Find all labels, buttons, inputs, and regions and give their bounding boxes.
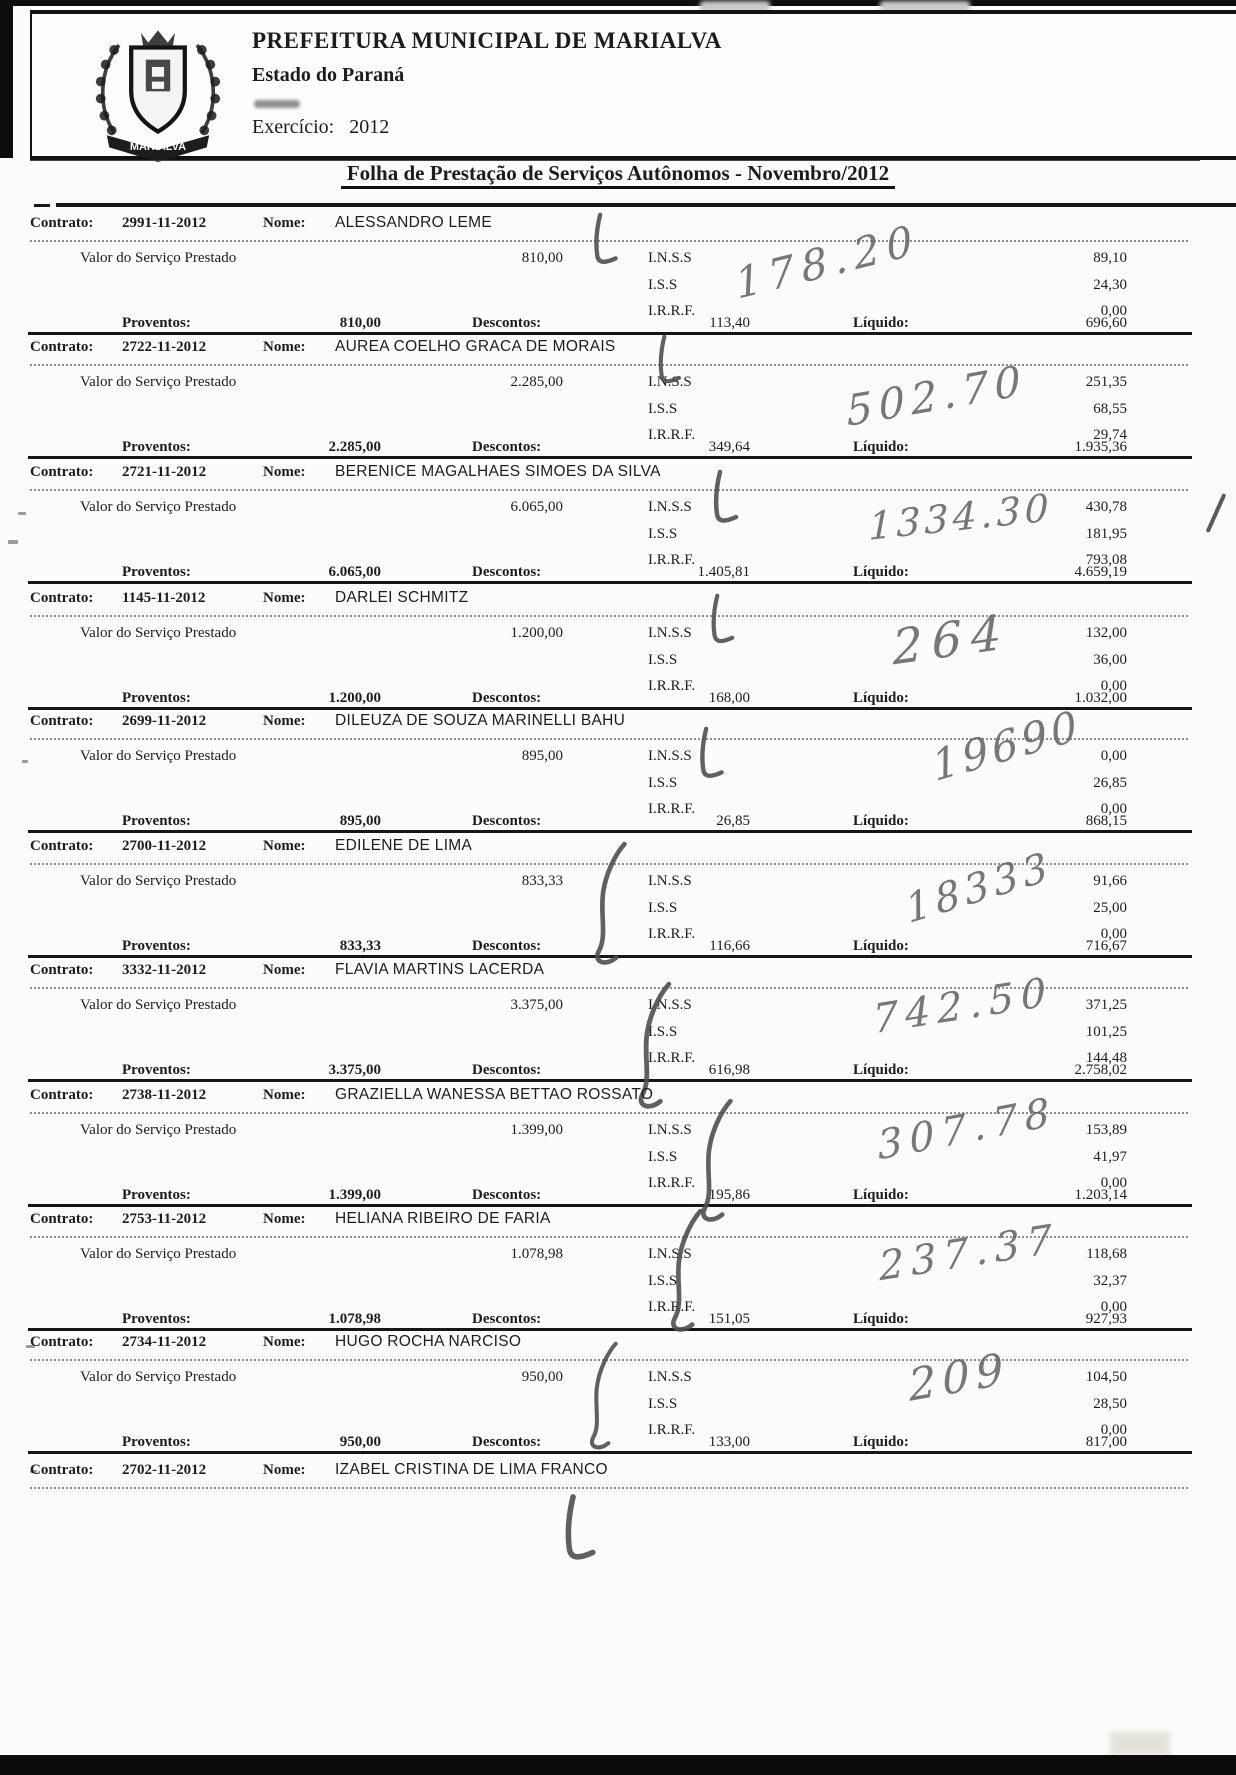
proventos-value: 895,00 [339,813,381,829]
service-value-label: Valor do Serviço Prestado [80,997,237,1013]
iss-label: I.S.S [648,1396,678,1412]
proventos-label: Proventos: [122,315,191,331]
service-value: 1.200,00 [510,625,563,641]
contractor-name: HUGO ROCHA NARCISO [335,1333,522,1350]
contractor-name: DARLEI SCHMITZ [335,589,469,606]
name-label: Nome: [263,1462,306,1478]
contract-number: 2721-11-2012 [122,464,207,480]
liquido-label: Líquido: [853,1062,909,1078]
descontos-value: 1.405,81 [697,564,750,580]
contract-block [0,1083,1236,1207]
contract-number: 2700-11-2012 [122,838,207,854]
name-label: Nome: [263,215,306,231]
irrf-value: 0,00 [1100,678,1127,694]
irrf-label: I.R.R.F. [648,552,696,568]
liquido-label: Líquido: [853,439,909,455]
iss-value: 181,95 [1085,526,1127,542]
proventos-value: 810,00 [339,315,381,331]
contract-block [0,586,1236,710]
divider-thick [28,830,1192,833]
descontos-label: Descontos: [472,1062,542,1078]
proventos-value: 1.078,98 [328,1311,381,1327]
proventos-value: 1.399,00 [328,1187,381,1203]
handwritten-stroke-mark [660,1209,712,1337]
descontos-value: 195,86 [708,1187,750,1203]
contract-number: 2699-11-2012 [122,713,207,729]
descontos-label: Descontos: [472,690,542,706]
title-rule-dash [34,204,50,207]
liquido-label: Líquido: [853,315,909,331]
irrf-label: I.R.R.F. [648,1175,696,1191]
proventos-label: Proventos: [122,1311,191,1327]
liquido-value: 716,67 [1085,938,1127,954]
service-value-label: Valor do Serviço Prestado [80,873,237,889]
descontos-label: Descontos: [472,1311,542,1327]
name-label: Nome: [263,713,306,729]
descontos-label: Descontos: [472,938,542,954]
service-value-label: Valor do Serviço Prestado [80,1369,237,1385]
liquido-label: Líquido: [853,938,909,954]
contractor-name: HELIANA RIBEIRO DE FARIA [335,1210,551,1227]
contract-label: Contrato: [30,339,94,355]
iss-label: I.S.S [648,775,678,791]
name-label: Nome: [263,590,306,606]
contract-block [0,1207,1236,1331]
letterhead-box [30,10,1236,160]
inss-value: 371,25 [1085,997,1127,1013]
irrf-value: 0,00 [1100,801,1127,817]
contract-label: Contrato: [30,1087,94,1103]
liquido-value: 1.203,14 [1074,1187,1127,1203]
service-value-label: Valor do Serviço Prestado [80,1122,237,1138]
contract-label: Contrato: [30,464,94,480]
contract-block [0,1330,1236,1454]
proventos-value: 950,00 [339,1434,381,1450]
contract-label: Contrato: [30,590,94,606]
contract-label: Contrato: [30,1211,94,1227]
contract-label: Contrato: [30,962,94,978]
inss-value: 0,00 [1100,748,1127,764]
inss-label: I.N.S.S [648,499,692,515]
exercise-year: 2012 [349,116,390,138]
contractor-name: ALESSANDRO LEME [335,214,492,231]
liquido-label: Líquido: [853,564,909,580]
service-value-label: Valor do Serviço Prestado [80,499,237,515]
irrf-label: I.R.R.F. [648,427,696,443]
liquido-value: 1.032,00 [1074,690,1127,706]
service-value-label: Valor do Serviço Prestado [80,1246,237,1262]
scan-artifact-left-strip [0,5,13,158]
irrf-value: 0,00 [1100,1175,1127,1191]
irrf-value: 144,48 [1085,1050,1127,1066]
handwritten-stroke-mark [583,842,637,970]
scan-artifact-corner-smudge [1110,1732,1170,1756]
irrf-label: I.R.R.F. [648,926,696,942]
iss-label: I.S.S [648,652,678,668]
contract-number: 2991-11-2012 [122,215,207,231]
contractor-name: BERENICE MAGALHAES SIMOES DA SILVA [335,463,661,480]
irrf-value: 0,00 [1100,926,1127,942]
contractor-name: EDILENE DE LIMA [335,837,473,854]
name-label: Nome: [263,1087,306,1103]
service-value-label: Valor do Serviço Prestado [80,625,237,641]
handwritten-annotation: 18333 [901,843,1057,933]
contractor-name: AUREA COELHO GRACA DE MORAIS [335,338,616,355]
iss-label: I.S.S [648,1273,678,1289]
irrf-label: I.R.R.F. [648,1050,696,1066]
proventos-value: 1.200,00 [328,690,381,706]
liquido-value: 2.758,02 [1074,1062,1127,1078]
handwritten-annotation: 264 [891,603,1012,677]
scan-artifact-smudge [254,100,300,108]
contract-block [0,335,1236,459]
contract-number: 2722-11-2012 [122,339,207,355]
name-label: Nome: [263,838,306,854]
title-rule [56,203,1236,207]
inss-label: I.N.S.S [648,748,692,764]
handwritten-check-mark [648,333,688,388]
irrf-value: 29,74 [1093,427,1127,443]
irrf-label: I.R.R.F. [648,801,696,817]
liquido-value: 868,15 [1085,813,1127,829]
iss-label: I.S.S [648,526,678,542]
handwritten-check-mark [688,725,732,783]
contractor-name: GRAZIELLA WANESSA BETTAO ROSSATO [335,1086,654,1103]
exercise-label: Exercício: [252,116,335,138]
iss-label: I.S.S [648,401,678,417]
handwritten-annotation: 178.20 [732,214,923,309]
name-label: Nome: [263,339,306,355]
contract-block [0,958,1236,1082]
name-label: Nome: [263,962,306,978]
organization-name: PREFEITURA MUNICIPAL DE MARIALVA [252,28,722,53]
state-name: Estado do Paraná [252,64,405,86]
descontos-label: Descontos: [472,315,542,331]
service-value-label: Valor do Serviço Prestado [80,748,237,764]
descontos-value: 116,66 [709,938,750,954]
handwritten-annotation: 502.70 [844,355,1029,436]
inss-value: 132,00 [1085,625,1127,641]
inss-value: 91,66 [1093,873,1127,889]
service-value: 6.065,00 [510,499,563,515]
proventos-label: Proventos: [122,564,191,580]
scan-artifact-top-bar [0,0,1236,6]
inss-label: I.N.S.S [648,625,692,641]
contract-label: Contrato: [30,838,94,854]
descontos-value: 26,85 [716,813,750,829]
inss-label: I.N.S.S [648,1246,692,1262]
contract-label: Contrato: [30,215,94,231]
iss-value: 32,37 [1093,1273,1127,1289]
inss-value: 153,89 [1085,1122,1127,1138]
service-value: 3.375,00 [510,997,563,1013]
inss-label: I.N.S.S [648,374,692,390]
proventos-label: Proventos: [122,938,191,954]
irrf-label: I.R.R.F. [648,1299,696,1315]
liquido-value: 1.935,36 [1074,439,1127,455]
irrf-label: I.R.R.F. [648,303,696,319]
iss-value: 101,25 [1085,1024,1127,1040]
contract-block [0,834,1236,958]
handwritten-check-mark [700,592,742,648]
proventos-label: Proventos: [122,1187,191,1203]
iss-value: 26,85 [1093,775,1127,791]
name-label: Nome: [263,1334,306,1350]
svg-text:MARIALVA: MARIALVA [129,140,187,153]
proventos-label: Proventos: [122,690,191,706]
iss-label: I.S.S [648,277,678,293]
descontos-label: Descontos: [472,439,542,455]
contract-number: 3332-11-2012 [122,962,207,978]
service-value: 1.078,98 [510,1246,563,1262]
divider-dotted [30,615,1188,617]
contract-block [0,460,1236,584]
descontos-label: Descontos: [472,1187,542,1203]
contract-number: 2753-11-2012 [122,1211,207,1227]
service-value: 833,33 [521,873,563,889]
iss-value: 68,55 [1093,401,1127,417]
handwritten-stroke-mark [578,1342,628,1454]
inss-label: I.N.S.S [648,1122,692,1138]
contractor-name: FLAVIA MARTINS LACERDA [335,961,545,978]
name-label: Nome: [263,464,306,480]
inss-value: 118,68 [1086,1246,1127,1262]
inss-value: 104,50 [1085,1369,1127,1385]
iss-label: I.S.S [648,900,678,916]
liquido-label: Líquido: [853,690,909,706]
contract-block [0,700,1236,833]
service-value: 895,00 [521,748,563,764]
contract-label: Contrato: [30,1462,94,1478]
descontos-label: Descontos: [472,564,542,580]
contract-number: 2734-11-2012 [122,1334,207,1350]
iss-label: I.S.S [648,1024,678,1040]
proventos-value: 2.285,00 [328,439,381,455]
iss-value: 36,00 [1093,652,1127,668]
proventos-value: 3.375,00 [328,1062,381,1078]
descontos-value: 168,00 [708,690,750,706]
service-value-label: Valor do Serviço Prestado [80,250,237,266]
handwritten-check-mark [702,468,746,528]
exercise-line [252,116,389,139]
service-value: 2.285,00 [510,374,563,390]
divider-dotted [30,1487,1188,1489]
descontos-label: Descontos: [472,813,542,829]
handwritten-annotation: 237.37 [877,1215,1061,1291]
iss-value: 24,30 [1093,277,1127,293]
handwritten-check-mark [583,211,625,269]
liquido-label: Líquido: [853,1311,909,1327]
inss-label: I.N.S.S [648,997,692,1013]
descontos-value: 616,98 [708,1062,750,1078]
irrf-label: I.R.R.F. [648,678,696,694]
liquido-value: 817,00 [1085,1434,1127,1450]
iss-label: I.S.S [648,1149,678,1165]
irrf-value: 0,00 [1100,303,1127,319]
proventos-label: Proventos: [122,1434,191,1450]
contract-block [0,1458,1236,1582]
irrf-value: 793,08 [1085,552,1127,568]
contractor-name: DILEUZA DE SOUZA MARINELLI BAHU [335,712,626,729]
irrf-label: I.R.R.F. [648,1422,696,1438]
contract-label: Contrato: [30,1334,94,1350]
service-value-label: Valor do Serviço Prestado [80,374,237,390]
contractor-name: IZABEL CRISTINA DE LIMA FRANCO [335,1461,608,1478]
descontos-value: 349,64 [708,439,750,455]
inss-label: I.N.S.S [648,250,692,266]
contract-number: 2702-11-2012 [122,1462,207,1478]
service-value: 950,00 [521,1369,563,1385]
liquido-value: 696,60 [1085,315,1127,331]
handwritten-annotation: 742.50 [871,968,1055,1044]
service-value: 1.399,00 [510,1122,563,1138]
iss-value: 41,97 [1093,1149,1127,1165]
descontos-value: 133,00 [708,1434,750,1450]
irrf-value: 0,00 [1100,1422,1127,1438]
proventos-value: 6.065,00 [328,564,381,580]
handwritten-check-mark [552,1492,604,1566]
liquido-value: 4.659,19 [1074,564,1127,580]
inss-label: I.N.S.S [648,873,692,889]
inss-value: 430,78 [1085,499,1127,515]
proventos-label: Proventos: [122,813,191,829]
proventos-label: Proventos: [122,439,191,455]
divider-thick [28,1079,1192,1082]
document-title: Folha de Prestação de Serviços Autônomos - Novembro/2012 [0,161,1236,186]
contract-number: 2738-11-2012 [122,1087,207,1103]
divider-thick [28,456,1192,459]
descontos-label: Descontos: [472,1434,542,1450]
iss-value: 28,50 [1093,1396,1127,1412]
liquido-label: Líquido: [853,1187,909,1203]
scan-artifact-bottom-bar [0,1755,1236,1775]
contract-number: 1145-11-2012 [122,590,206,606]
handwritten-annotation: 209 [906,1343,1011,1412]
descontos-value: 113,40 [709,315,750,331]
service-value: 810,00 [521,250,563,266]
handwritten-annotation: 307.78 [875,1088,1059,1170]
name-label: Nome: [263,1211,306,1227]
proventos-value: 833,33 [339,938,381,954]
municipal-coat-of-arms-logo [78,28,238,162]
handwritten-annotation: 19690 [928,700,1085,791]
proventos-label: Proventos: [122,1062,191,1078]
inss-value: 251,35 [1085,374,1127,390]
liquido-label: Líquido: [853,1434,909,1450]
contract-block [0,211,1236,335]
liquido-label: Líquido: [853,813,909,829]
iss-value: 25,00 [1093,900,1127,916]
inss-label: I.N.S.S [648,1369,692,1385]
irrf-value: 0,00 [1100,1299,1127,1315]
contract-label: Contrato: [30,713,94,729]
divider-thick [28,581,1192,584]
handwritten-annotation: 1334.30 [868,485,1053,549]
descontos-value: 151,05 [708,1311,750,1327]
inss-value: 89,10 [1093,250,1127,266]
liquido-value: 927,93 [1085,1311,1127,1327]
